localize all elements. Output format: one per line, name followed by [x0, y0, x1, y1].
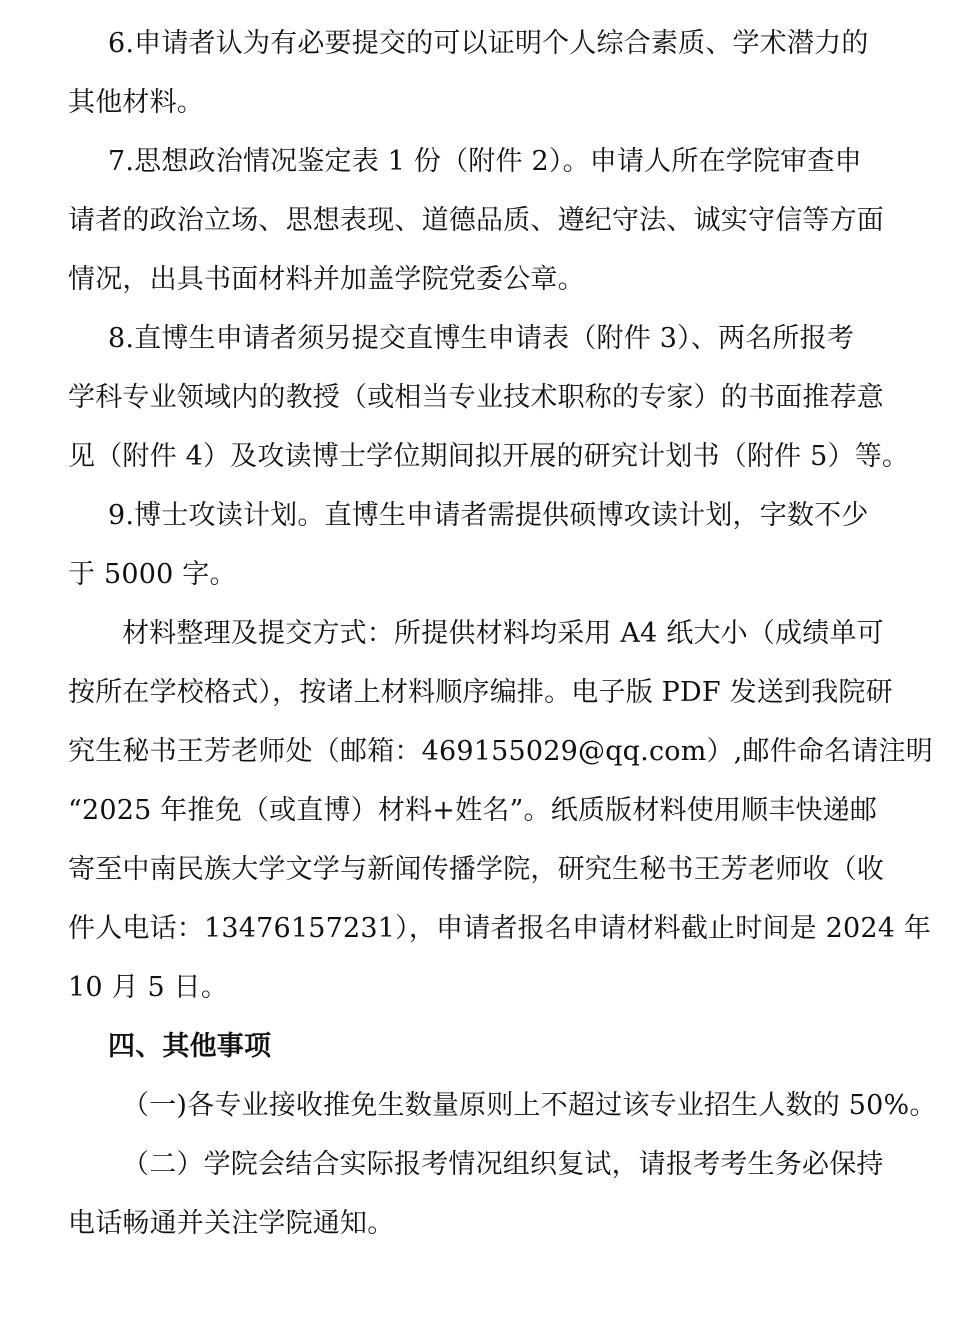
item-6-line-1: 6.申请者认为有必要提交的可以证明个人综合素质、学术潜力的	[108, 28, 869, 59]
item-7-line-1: 7.思想政治情况鉴定表 1 份（附件 2）。申请人所在学院审查申	[108, 146, 862, 177]
submission-line-2: 按所在学校格式），按诸上材料顺序编排。电子版 PDF 发送到我院研	[68, 677, 893, 708]
submission-line-5: 寄至中南民族大学文学与新闻传播学院，研究生秘书王芳老师收（收	[68, 854, 884, 885]
other-item-1: （一)各专业接收推免生数量原则上不超过该专业招生人数的 50%。	[122, 1090, 937, 1121]
other-item-2-line-2: 电话畅通并关注学院通知。	[68, 1208, 395, 1239]
section-heading-other-matters: 四、其他事项	[108, 1031, 272, 1062]
item-8-line-1: 8.直博生申请者须另提交直博生申请表（附件 3）、两名所报考	[108, 323, 855, 354]
item-9-line-1: 9.博士攻读计划。直博生申请者需提供硕博攻读计划，字数不少	[108, 500, 869, 531]
item-7-line-2: 请者的政治立场、思想表现、道德品质、遵纪守法、诚实守信等方面	[68, 205, 884, 236]
other-item-2-line-1: （二）学院会结合实际报考情况组织复试，请报考考生务必保持	[122, 1149, 884, 1180]
submission-line-7: 10 月 5 日。	[68, 972, 229, 1003]
item-8-line-2: 学科专业领域内的教授（或相当专业技术职称的专家）的书面推荐意	[68, 382, 884, 413]
item-9-line-2: 于 5000 字。	[68, 559, 237, 590]
item-7-line-3: 情况，出具书面材料并加盖学院党委公章。	[68, 264, 585, 295]
item-8-line-3: 见（附件 4）及攻读博士学位期间拟开展的研究计划书（附件 5）等。	[68, 441, 910, 472]
submission-line-1: 材料整理及提交方式：所提供材料均采用 A4 纸大小（成绩单可	[122, 618, 884, 649]
submission-line-4: “2025 年推免（或直博）材料+姓名”。纸质版材料使用顺丰快递邮	[68, 795, 878, 826]
submission-line-3: 究生秘书王芳老师处（邮箱：469155029@qq.com）,邮件命名请注明	[68, 736, 933, 767]
item-6-line-2: 其他材料。	[68, 87, 204, 118]
submission-line-6: 件人电话：13476157231），申请者报名申请材料截止时间是 2024 年	[68, 913, 932, 944]
